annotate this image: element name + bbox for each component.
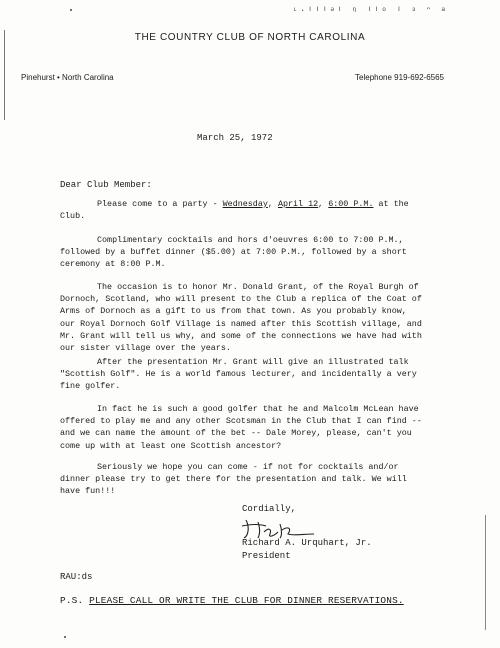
event-date: April 12 (277, 199, 319, 209)
speck-mark (64, 636, 66, 638)
event-time: 6:00 P.M. (328, 199, 374, 209)
paragraph-invitation (60, 198, 422, 222)
typist-initials: RAU:ds (60, 572, 93, 582)
closing: Cordially, (242, 504, 297, 514)
speck-mark (70, 9, 72, 11)
invitation-text-end: at the Club. (60, 199, 409, 222)
salutation: Dear Club Member: (60, 180, 152, 190)
event-day: Wednesday (222, 199, 268, 209)
postscript-prefix: P.S. (60, 595, 90, 606)
postscript (60, 595, 404, 606)
signer-name: Richard A. Urquhart, Jr. (242, 538, 372, 548)
invitation-text: Please come to a party - (97, 199, 223, 209)
letterhead-location: Pinehurst • North Carolina (21, 73, 114, 82)
letterhead-telephone: Telephone 919-692-6565 (355, 73, 444, 82)
separator: , (318, 199, 329, 209)
separator: , (267, 199, 278, 209)
paragraph-closing-remarks: Seriously we hope you can come - if not for cocktails and/or dinner please try to get there for the presentation and talk. We will have fun!!! (60, 462, 407, 497)
paragraph-schedule: Complimentary cocktails and hors d'oeuvres 6:00 to 7:00 P.M., followed by a buffet dinner ($5.00) at 7:00 P.M., followed by a short ceremony at 8:00 P.M. (60, 235, 407, 270)
page-edge-right (485, 515, 486, 630)
paragraph-occasion: The occasion is to honor Mr. Donald Grant, of the Royal Burgh of Dornoch, Scotland, who will present to the Club a replica of the Coat of Arms of Dornoch as a gift to us from that town. As you probably know, our Royal Dornoch Golf Village is named after this Scottish village, and Mr. Grant will tell us why, and some of the connections we have had with our sister village over the years. (60, 282, 422, 354)
letter-date: March 25, 1972 (197, 133, 273, 143)
postscript-text: PLEASE CALL OR WRITE THE CLUB FOR DINNER RESERVATIONS. (89, 595, 404, 606)
page-edge-left (4, 30, 5, 120)
paragraph-talk: After the presentation Mr. Grant will give an illustrated talk "Scottish Golf". He is a world famous lecturer, and incidentally a very fine golfer. (60, 357, 417, 392)
handwritten-signature (238, 514, 328, 540)
document-stamp: ᶫ·ᴵᴵᴵᵊᴵ ᵑ ᴵᴵᵒ ᴵ ᶟ ᵔ ᵃ (292, 6, 448, 16)
letterhead-title: THE COUNTRY CLUB OF NORTH CAROLINA (134, 32, 366, 43)
signer-title: President (242, 551, 291, 561)
paragraph-golf-challenge: In fact he is such a good golfer that he and Malcolm McLean have offered to play me and any other Scotsman in the Club that I can find -- and we can name the amount of the bet -- Dale Morey, please, can't you come up with at least one Scottish ancestor? (60, 404, 422, 451)
